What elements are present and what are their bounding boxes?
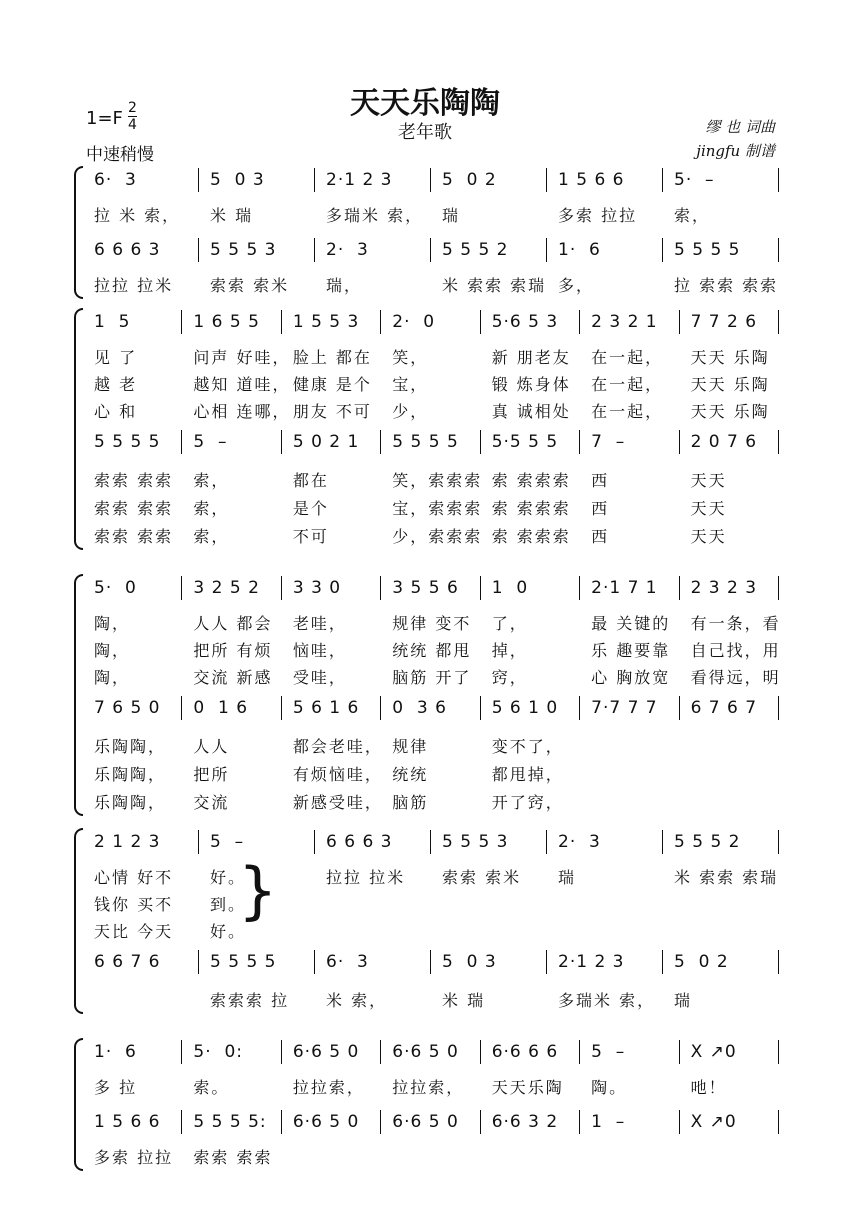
bar-line bbox=[281, 430, 282, 454]
lyric-segment: 索 索索索 bbox=[491, 527, 571, 546]
lyric-segment: 变不了， bbox=[491, 737, 564, 756]
bar-line bbox=[679, 310, 680, 334]
lyric-segment: 越知 道哇， bbox=[193, 375, 291, 394]
bar-line bbox=[198, 168, 199, 192]
lyrics-row bbox=[84, 203, 780, 227]
lyric-segment: 多 拉 bbox=[94, 1078, 138, 1097]
measure: 2 3 2 3 bbox=[690, 578, 758, 598]
lyric-segment: 不可 bbox=[292, 527, 329, 546]
measure: 5· – bbox=[674, 170, 715, 190]
lyric-segment: 越 老 bbox=[94, 375, 138, 394]
lyric-segment: 索索索 拉 bbox=[210, 991, 290, 1010]
lyric-segment: 米 索索 索瑞 bbox=[674, 868, 779, 887]
measure: X ↗0 bbox=[690, 1042, 737, 1062]
lyric-segment: 多瑞米 索， bbox=[558, 991, 656, 1010]
bar-line bbox=[281, 310, 282, 334]
bar-line bbox=[778, 950, 779, 974]
lyric-segment: 看得远，明 bbox=[690, 668, 781, 687]
lyric-segment: 笑，索索索 bbox=[392, 471, 483, 490]
measure: 5 5 5 3 bbox=[210, 240, 277, 260]
lyric-segment: 瑞 bbox=[558, 868, 577, 887]
bar-line bbox=[778, 576, 779, 600]
lyric-segment: 索索 索索 bbox=[193, 1148, 273, 1167]
meter-bottom: 4 bbox=[128, 117, 137, 133]
lyrics-row bbox=[84, 1145, 780, 1169]
bar-line bbox=[314, 950, 315, 974]
lyric-segment: 天天 bbox=[690, 499, 727, 518]
bar-line bbox=[380, 1040, 381, 1064]
measure: 6·6 5 0 bbox=[392, 1042, 459, 1062]
lyric-segment: 瑞 bbox=[674, 991, 693, 1010]
lyrics-row bbox=[84, 496, 780, 520]
lyric-segment: 索， bbox=[674, 206, 711, 225]
lyric-segment: 问声 好哇， bbox=[193, 348, 291, 367]
lyric-segment: 宝， bbox=[392, 375, 429, 394]
lyric-segment: 米 瑞 bbox=[210, 206, 254, 225]
measure: 5 5 5 5: bbox=[193, 1112, 267, 1132]
lyric-segment: 乐陶陶， bbox=[94, 737, 167, 756]
notation-row bbox=[84, 578, 780, 602]
bar-line bbox=[778, 238, 779, 262]
lyric-segment: 交流 bbox=[193, 793, 230, 812]
bar-line bbox=[281, 1110, 282, 1134]
bar-line bbox=[679, 1040, 680, 1064]
lyric-segment: 恼哇， bbox=[292, 641, 347, 660]
measure: 3 5 5 6 bbox=[392, 578, 459, 598]
measure: 2· 3 bbox=[326, 240, 369, 260]
lyric-segment: 吔！ bbox=[690, 1078, 727, 1097]
measure: 5 0 2 bbox=[442, 170, 497, 190]
lyric-segment: 最 关键的 bbox=[591, 614, 671, 633]
notation-row bbox=[84, 312, 780, 336]
verse-brace: } bbox=[238, 854, 278, 927]
time-signature bbox=[128, 100, 137, 133]
lyrics-row bbox=[84, 468, 780, 492]
measure: 5 – bbox=[193, 432, 228, 452]
lyric-segment: 拉拉 拉米 bbox=[326, 868, 406, 887]
system-brace bbox=[74, 1038, 83, 1171]
bar-line bbox=[181, 310, 182, 334]
measure: 5 5 5 2 bbox=[442, 240, 509, 260]
system-brace bbox=[74, 828, 83, 1014]
lyric-segment: 索。 bbox=[193, 1078, 230, 1097]
measure: 6·6 5 0 bbox=[292, 1112, 360, 1132]
lyric-segment: 索索 索米 bbox=[210, 276, 290, 295]
lyric-segment: 多索 拉拉 bbox=[558, 206, 638, 225]
measure: 2· 3 bbox=[558, 832, 601, 852]
bar-line bbox=[546, 950, 547, 974]
measure: 5 0 3 bbox=[442, 952, 497, 972]
measure: 5 6 1 6 bbox=[292, 698, 360, 718]
lyric-segment: 米 索索 索瑞 bbox=[442, 276, 547, 295]
measure: 2·1 2 3 bbox=[558, 952, 625, 972]
bar-line bbox=[662, 238, 663, 262]
lyric-segment: 笑， bbox=[392, 348, 429, 367]
measure: 5 5 5 5 bbox=[674, 240, 741, 260]
lyric-segment: 索索 索索 bbox=[94, 499, 174, 518]
lyric-segment: 拉拉索， bbox=[392, 1078, 465, 1097]
bar-line bbox=[380, 696, 381, 720]
lyric-segment: 在一起， bbox=[591, 348, 664, 367]
lyric-segment: 在一起， bbox=[591, 375, 664, 394]
bar-line bbox=[579, 696, 580, 720]
lyrics-row bbox=[84, 524, 780, 548]
bar-line bbox=[778, 310, 779, 334]
lyric-segment: 脸上 都在 bbox=[292, 348, 372, 367]
tempo-marking: 中速稍慢 bbox=[86, 145, 154, 165]
lyric-segment: 天比 今天 bbox=[94, 922, 174, 941]
lyrics-row bbox=[84, 372, 780, 396]
bar-line bbox=[198, 950, 199, 974]
bar-line bbox=[480, 696, 481, 720]
measure: 5 5 5 5 bbox=[94, 432, 161, 452]
measure: 2· 0 bbox=[392, 312, 436, 332]
bar-line bbox=[679, 696, 680, 720]
measure: 2·1 7 1 bbox=[591, 578, 658, 598]
bar-line bbox=[778, 696, 779, 720]
lyric-segment: 有烦恼哇， bbox=[292, 765, 383, 784]
lyric-segment: 瑞， bbox=[326, 276, 363, 295]
measure: 7 7 2 6 bbox=[690, 312, 758, 332]
bar-line bbox=[662, 168, 663, 192]
measure: 1· 6 bbox=[558, 240, 601, 260]
bar-line bbox=[662, 950, 663, 974]
lyric-segment: 了， bbox=[491, 614, 528, 633]
measure: 5 – bbox=[210, 832, 245, 852]
lyric-segment: 统统 bbox=[392, 765, 429, 784]
bar-line bbox=[546, 168, 547, 192]
credit-score: jingfu 制谱 bbox=[696, 142, 775, 160]
lyric-segment: 陶， bbox=[94, 614, 131, 633]
lyric-segment: 是个 bbox=[292, 499, 329, 518]
lyric-segment: 心 和 bbox=[94, 402, 138, 421]
lyric-segment: 心情 好不 bbox=[94, 868, 174, 887]
lyric-segment: 交流 新感 bbox=[193, 668, 273, 687]
measure: 6 6 7 6 bbox=[94, 952, 161, 972]
lyric-segment: 锻 炼身体 bbox=[491, 375, 571, 394]
measure: X ↗0 bbox=[690, 1112, 737, 1132]
lyric-segment: 都会老哇， bbox=[292, 737, 383, 756]
measure: 5 5 5 5 bbox=[392, 432, 459, 452]
lyric-segment: 受哇， bbox=[292, 668, 347, 687]
measure: 7·7 7 7 bbox=[591, 698, 658, 718]
measure: 0 3 6 bbox=[392, 698, 447, 718]
measure: 2 0 7 6 bbox=[690, 432, 758, 452]
lyric-segment: 多瑞米 索， bbox=[326, 206, 424, 225]
measure: 5 0 2 bbox=[674, 952, 729, 972]
bar-line bbox=[314, 168, 315, 192]
notation-row bbox=[84, 952, 780, 976]
measure: 1 5 5 3 bbox=[292, 312, 360, 332]
lyric-segment: 陶， bbox=[94, 668, 131, 687]
measure: 5 5 5 3 bbox=[442, 832, 509, 852]
lyric-segment: 把所 有烦 bbox=[193, 641, 273, 660]
measure: 6·6 5 0 bbox=[292, 1042, 360, 1062]
lyric-segment: 多索 拉拉 bbox=[94, 1148, 174, 1167]
lyric-segment: 钱你 买不 bbox=[94, 895, 174, 914]
lyrics-row bbox=[84, 345, 780, 369]
lyric-segment: 拉拉索， bbox=[292, 1078, 365, 1097]
notation-row bbox=[84, 240, 780, 264]
lyric-segment: 西 bbox=[591, 527, 610, 546]
bar-line bbox=[314, 238, 315, 262]
lyric-segment: 天天 乐陶 bbox=[690, 375, 770, 394]
bar-line bbox=[579, 1110, 580, 1134]
bar-line bbox=[281, 1040, 282, 1064]
lyric-segment: 索 索索索 bbox=[491, 471, 571, 490]
measure: 1· 6 bbox=[94, 1042, 137, 1062]
measure: 2 1 2 3 bbox=[94, 832, 161, 852]
lyric-segment: 拉 米 索， bbox=[94, 206, 181, 225]
lyric-segment: 索索 索索 bbox=[94, 527, 174, 546]
lyric-segment: 都在 bbox=[292, 471, 329, 490]
meter-top: 2 bbox=[128, 100, 137, 116]
lyric-segment: 好。 bbox=[210, 922, 247, 941]
lyrics-row bbox=[84, 399, 780, 423]
bar-line bbox=[380, 1110, 381, 1134]
lyric-segment: 天天 bbox=[690, 527, 727, 546]
credit-lyrics: 缪 也 词曲 bbox=[705, 118, 775, 136]
notation-row bbox=[84, 170, 780, 194]
bar-line bbox=[778, 1110, 779, 1134]
lyric-segment: 索 索索索 bbox=[491, 499, 571, 518]
lyric-segment: 索， bbox=[193, 527, 230, 546]
lyrics-row bbox=[84, 790, 780, 814]
lyrics-row bbox=[84, 611, 780, 635]
lyric-segment: 朋友 不可 bbox=[292, 402, 372, 421]
lyric-segment: 心 胸放宽 bbox=[591, 668, 671, 687]
measure: 1 5 6 6 bbox=[558, 170, 625, 190]
lyric-segment: 新 朋老友 bbox=[491, 348, 571, 367]
lyric-segment: 好。 bbox=[210, 868, 247, 887]
bar-line bbox=[480, 430, 481, 454]
bar-line bbox=[430, 830, 431, 854]
song-subtitle: 老年歌 bbox=[398, 122, 452, 143]
lyric-segment: 脑筋 开了 bbox=[392, 668, 472, 687]
bar-line bbox=[281, 576, 282, 600]
bar-line bbox=[579, 576, 580, 600]
lyric-segment: 开了窍， bbox=[491, 793, 564, 812]
measure: 5 0 2 1 bbox=[292, 432, 360, 452]
lyrics-row bbox=[84, 892, 780, 916]
measure: 5 5 5 2 bbox=[674, 832, 741, 852]
lyric-segment: 西 bbox=[591, 499, 610, 518]
bar-line bbox=[314, 830, 315, 854]
measure: 5· 0 bbox=[94, 578, 137, 598]
song-title: 天天乐陶陶 bbox=[350, 86, 500, 121]
lyric-segment: 规律 变不 bbox=[392, 614, 472, 633]
lyric-segment: 索索 索索 bbox=[94, 471, 174, 490]
measure: 6·6 6 6 bbox=[491, 1042, 559, 1062]
lyric-segment: 脑筋 bbox=[392, 793, 429, 812]
measure: 6· 3 bbox=[326, 952, 369, 972]
lyric-segment: 米 瑞 bbox=[442, 991, 486, 1010]
bar-line bbox=[579, 1040, 580, 1064]
bar-line bbox=[579, 310, 580, 334]
lyric-segment: 人人 bbox=[193, 737, 230, 756]
lyrics-row bbox=[84, 865, 780, 889]
measure: 3 2 5 2 bbox=[193, 578, 260, 598]
system-brace bbox=[74, 574, 83, 816]
bar-line bbox=[546, 830, 547, 854]
notation-row bbox=[84, 832, 780, 856]
lyric-segment: 索， bbox=[193, 471, 230, 490]
lyric-segment: 老哇， bbox=[292, 614, 347, 633]
notation-row bbox=[84, 698, 780, 722]
lyric-segment: 在一起， bbox=[591, 402, 664, 421]
bar-line bbox=[679, 1110, 680, 1134]
measure: 5·5 5 5 bbox=[491, 432, 559, 452]
bar-line bbox=[662, 830, 663, 854]
measure: 6 7 6 7 bbox=[690, 698, 758, 718]
measure: 1 5 6 6 bbox=[94, 1112, 161, 1132]
lyric-segment: 多， bbox=[558, 276, 595, 295]
lyric-segment: 规律 bbox=[392, 737, 429, 756]
lyric-segment: 健康 是个 bbox=[292, 375, 372, 394]
lyric-segment: 少， bbox=[392, 402, 429, 421]
lyric-segment: 天天 乐陶 bbox=[690, 402, 770, 421]
measure: 5 5 5 5 bbox=[210, 952, 277, 972]
lyrics-row bbox=[84, 919, 780, 943]
bar-line bbox=[546, 238, 547, 262]
lyrics-row bbox=[84, 638, 780, 662]
lyric-segment: 都甩掉， bbox=[491, 765, 564, 784]
bar-line bbox=[181, 696, 182, 720]
measure: 1 0 bbox=[491, 578, 529, 598]
bar-line bbox=[430, 238, 431, 262]
lyric-segment: 人人 都会 bbox=[193, 614, 273, 633]
bar-line bbox=[380, 310, 381, 334]
lyric-segment: 少，索索索 bbox=[392, 527, 483, 546]
key-signature: 1=F bbox=[86, 108, 123, 129]
notation-row bbox=[84, 1112, 780, 1136]
bar-line bbox=[380, 576, 381, 600]
lyric-segment: 陶。 bbox=[591, 1078, 628, 1097]
measure: 5·6 5 3 bbox=[491, 312, 559, 332]
measure: 6·6 3 2 bbox=[491, 1112, 559, 1132]
measure: 1 6 5 5 bbox=[193, 312, 260, 332]
lyric-segment: 有一条，看 bbox=[690, 614, 781, 633]
bar-line bbox=[480, 1040, 481, 1064]
bar-line bbox=[778, 1040, 779, 1064]
lyric-segment: 拉 索索 索索 bbox=[674, 276, 779, 295]
measure: 2·1 2 3 bbox=[326, 170, 393, 190]
lyrics-row bbox=[84, 734, 780, 758]
lyric-segment: 天天乐陶 bbox=[491, 1078, 564, 1097]
measure: 0 1 6 bbox=[193, 698, 249, 718]
lyric-segment: 窍， bbox=[491, 668, 528, 687]
bar-line bbox=[679, 430, 680, 454]
lyric-segment: 新感受哇， bbox=[292, 793, 383, 812]
lyric-segment: 把所 bbox=[193, 765, 230, 784]
notation-row bbox=[84, 432, 780, 456]
bar-line bbox=[198, 830, 199, 854]
measure: 5 – bbox=[591, 1042, 626, 1062]
measure: 5 0 3 bbox=[210, 170, 265, 190]
measure: 6 6 6 3 bbox=[326, 832, 393, 852]
measure: 3 3 0 bbox=[292, 578, 342, 598]
bar-line bbox=[198, 238, 199, 262]
lyrics-row bbox=[84, 273, 780, 297]
lyric-segment: 乐陶陶， bbox=[94, 765, 167, 784]
lyric-segment: 天天 bbox=[690, 471, 727, 490]
bar-line bbox=[480, 576, 481, 600]
lyric-segment: 索索 索米 bbox=[442, 868, 522, 887]
lyric-segment: 陶， bbox=[94, 641, 131, 660]
measure: 5· 0: bbox=[193, 1042, 243, 1062]
measure: 1 – bbox=[591, 1112, 626, 1132]
bar-line bbox=[778, 830, 779, 854]
bar-line bbox=[430, 950, 431, 974]
measure: 6· 3 bbox=[94, 170, 137, 190]
lyrics-row bbox=[84, 665, 780, 689]
lyric-segment: 天天 乐陶 bbox=[690, 348, 770, 367]
lyric-segment: 宝，索索索 bbox=[392, 499, 483, 518]
system-brace bbox=[74, 166, 83, 299]
bar-line bbox=[181, 576, 182, 600]
lyric-segment: 拉拉 拉米 bbox=[94, 276, 174, 295]
lyrics-row bbox=[84, 988, 780, 1012]
lyric-segment: 乐 趣要靠 bbox=[591, 641, 671, 660]
lyric-segment: 自己找，用 bbox=[690, 641, 781, 660]
measure: 6·6 5 0 bbox=[392, 1112, 459, 1132]
measure: 6 6 6 3 bbox=[94, 240, 161, 260]
bar-line bbox=[579, 430, 580, 454]
bar-line bbox=[181, 1110, 182, 1134]
lyric-segment: 瑞 bbox=[442, 206, 461, 225]
measure: 1 5 bbox=[94, 312, 131, 332]
lyric-segment: 心相 连哪， bbox=[193, 402, 291, 421]
lyric-segment: 见 了 bbox=[94, 348, 138, 367]
measure: 7 6 5 0 bbox=[94, 698, 161, 718]
lyric-segment: 西 bbox=[591, 471, 610, 490]
bar-line bbox=[281, 696, 282, 720]
system-brace bbox=[74, 308, 83, 550]
lyric-segment: 统统 都甩 bbox=[392, 641, 472, 660]
lyric-segment: 米 索， bbox=[326, 991, 388, 1010]
bar-line bbox=[480, 1110, 481, 1134]
lyric-segment: 乐陶陶， bbox=[94, 793, 167, 812]
bar-line bbox=[679, 576, 680, 600]
lyric-segment: 到。 bbox=[210, 895, 247, 914]
lyrics-row bbox=[84, 1075, 780, 1099]
lyric-segment: 真 诚相处 bbox=[491, 402, 571, 421]
notation-row bbox=[84, 1042, 780, 1066]
bar-line bbox=[380, 430, 381, 454]
lyric-segment: 索， bbox=[193, 499, 230, 518]
measure: 5 6 1 0 bbox=[491, 698, 559, 718]
bar-line bbox=[778, 168, 779, 192]
bar-line bbox=[430, 168, 431, 192]
bar-line bbox=[181, 430, 182, 454]
bar-line bbox=[480, 310, 481, 334]
bar-line bbox=[181, 1040, 182, 1064]
lyric-segment: 掉， bbox=[491, 641, 528, 660]
bar-line bbox=[778, 430, 779, 454]
measure: 2 3 2 1 bbox=[591, 312, 658, 332]
lyrics-row bbox=[84, 762, 780, 786]
measure: 7 – bbox=[591, 432, 626, 452]
